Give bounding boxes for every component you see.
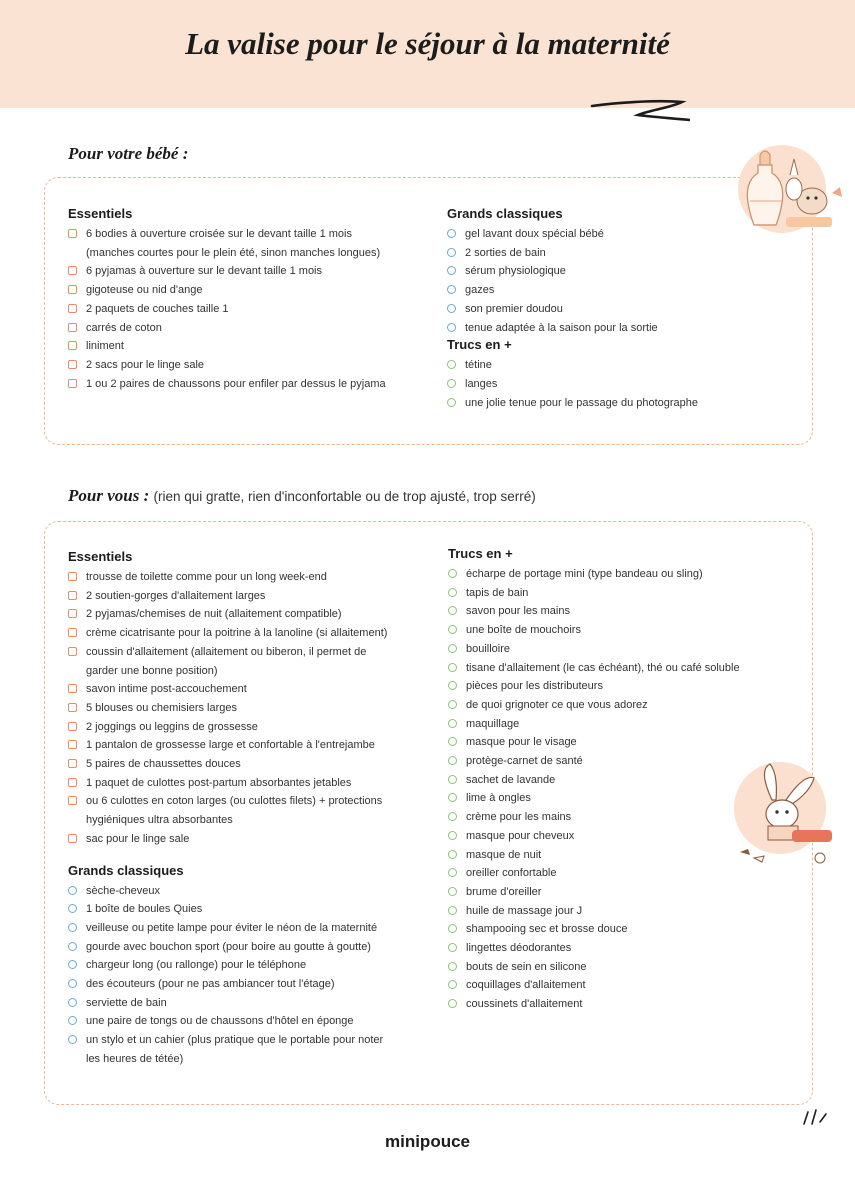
list-item[interactable]: crème cicatrisante pour la poitrine à la lanoline (si allaitement): [68, 624, 440, 643]
checkbox-icon[interactable]: [447, 398, 456, 407]
you-left-column: [68, 549, 440, 1069]
checkbox-icon[interactable]: [68, 998, 77, 1007]
list-item[interactable]: pièces pour les distributeurs: [448, 677, 748, 696]
checkbox-icon[interactable]: [448, 700, 457, 709]
list-item[interactable]: coussin d'allaitement (allaitement ou biberon, il permet de: [68, 643, 440, 662]
baby-essentiels-title: Essentiels: [68, 206, 133, 221]
checkbox-icon[interactable]: [448, 569, 457, 578]
list-item[interactable]: tenue adaptée à la saison pour la sortie: [447, 319, 747, 338]
list-item[interactable]: chargeur long (ou rallonge) pour le téléphone: [68, 956, 440, 975]
checkbox-icon[interactable]: [447, 379, 456, 388]
list-item[interactable]: écharpe de portage mini (type bandeau ou sling): [448, 565, 748, 584]
checkbox-icon[interactable]: [68, 684, 77, 693]
page-title: La valise pour le séjour à la maternité: [185, 26, 670, 61]
list-item[interactable]: 1 paquet de culottes post-partum absorbantes jetables: [68, 774, 440, 793]
list-item[interactable]: coussinets d'allaitement: [448, 995, 748, 1014]
list-item[interactable]: gazes: [447, 281, 747, 300]
checkbox-icon[interactable]: [447, 323, 456, 332]
checkbox-icon[interactable]: [447, 285, 456, 294]
checkbox-icon[interactable]: [448, 906, 457, 915]
checkbox-icon[interactable]: [448, 850, 457, 859]
checkbox-icon[interactable]: [448, 887, 457, 896]
list-item[interactable]: 2 soutien-gorges d'allaitement larges: [68, 587, 440, 606]
list-item[interactable]: maquillage: [448, 715, 748, 734]
list-item[interactable]: savon pour les mains: [448, 602, 748, 621]
list-item[interactable]: crème pour les mains: [448, 808, 748, 827]
checkbox-icon[interactable]: [68, 266, 77, 275]
list-item[interactable]: 1 ou 2 paires de chaussons pour enfiler par dessus le pyjama: [68, 375, 438, 394]
list-item[interactable]: langes: [447, 375, 747, 394]
list-item[interactable]: tétine: [447, 356, 747, 375]
checkbox-icon[interactable]: [448, 962, 457, 971]
you-trucs-title: Trucs en +: [448, 546, 513, 561]
section-you-note: (rien qui gratte, rien d'inconfortable ou de trop ajusté, trop serré): [153, 489, 536, 504]
list-item-continuation: hygiéniques ultra absorbantes: [86, 814, 233, 827]
list-item[interactable]: huile de massage jour J: [448, 902, 748, 921]
checkbox-icon[interactable]: [68, 740, 77, 749]
list-item[interactable]: coquillages d'allaitement: [448, 976, 748, 995]
checkbox-icon[interactable]: [68, 722, 77, 731]
checkbox-icon[interactable]: [448, 663, 457, 672]
list-item[interactable]: serviette de bain: [68, 994, 440, 1013]
checkbox-icon[interactable]: [448, 924, 457, 933]
checkbox-icon[interactable]: [68, 572, 77, 581]
list-item[interactable]: 2 sacs pour le linge sale: [68, 356, 438, 375]
checkbox-icon[interactable]: [448, 831, 457, 840]
list-item[interactable]: son premier doudou: [447, 300, 747, 319]
checkbox-icon[interactable]: [448, 999, 457, 1008]
checkbox-icon[interactable]: [68, 591, 77, 600]
list-item[interactable]: 1 boîte de boules Quies: [68, 900, 440, 919]
list-item[interactable]: 6 bodies à ouverture croisée sur le devant taille 1 mois: [68, 225, 438, 244]
checkbox-icon[interactable]: [448, 625, 457, 634]
list-item[interactable]: bouilloire: [448, 640, 748, 659]
list-item[interactable]: 5 blouses ou chemisiers larges: [68, 699, 440, 718]
baby-essentiels-column: [68, 206, 438, 393]
checkbox-icon[interactable]: [447, 248, 456, 257]
baby-trucs-title: Trucs en +: [447, 337, 512, 353]
brand-logo: minipouce: [384, 1132, 470, 1151]
list-item[interactable]: trousse de toilette comme pour un long week-end: [68, 568, 440, 587]
you-trucs-column: [448, 546, 748, 1014]
checkbox-icon[interactable]: [68, 647, 77, 656]
list-item[interactable]: ou 6 culottes en coton larges (ou culottes filets) + protections: [68, 792, 440, 811]
list-item[interactable]: lime à ongles: [448, 789, 748, 808]
list-item[interactable]: sèche-cheveux: [68, 882, 440, 901]
list-item[interactable]: gourde avec bouchon sport (pour boire au goutte à goutte): [68, 938, 440, 957]
list-item[interactable]: 1 pantalon de grossesse large et confortable à l'entrejambe: [68, 736, 440, 755]
list-item[interactable]: masque pour le visage: [448, 733, 748, 752]
checkbox-icon[interactable]: [447, 360, 456, 369]
list-item[interactable]: 2 pyjamas/chemises de nuit (allaitement compatible): [68, 605, 440, 624]
squiggle-icon: [590, 96, 690, 126]
list-item[interactable]: masque pour cheveux: [448, 827, 748, 846]
checkbox-icon[interactable]: [448, 756, 457, 765]
checkbox-icon[interactable]: [448, 812, 457, 821]
you-essentiels-title: Essentiels: [68, 549, 133, 564]
checkbox-icon[interactable]: [448, 775, 457, 784]
checkbox-icon[interactable]: [68, 834, 77, 843]
checkbox-icon[interactable]: [448, 606, 457, 615]
list-item[interactable]: des écouteurs (pour ne pas ambiancer tout l'étage): [68, 975, 440, 994]
checkbox-icon[interactable]: [68, 778, 77, 787]
list-item[interactable]: protège-carnet de santé: [448, 752, 748, 771]
checkbox-icon[interactable]: [68, 229, 77, 238]
checkbox-icon[interactable]: [448, 793, 457, 802]
baby-classiques-title: Grands classiques: [447, 206, 563, 221]
checkbox-icon[interactable]: [68, 759, 77, 768]
list-item[interactable]: 2 sorties de bain: [447, 244, 747, 263]
checkbox-icon[interactable]: [447, 304, 456, 313]
checkbox-icon[interactable]: [68, 1016, 77, 1025]
list-item[interactable]: sérum physiologique: [447, 262, 747, 281]
checkbox-icon[interactable]: [68, 942, 77, 951]
list-item[interactable]: une paire de tongs ou de chaussons d'hôtel en éponge: [68, 1012, 440, 1031]
checkbox-icon[interactable]: [68, 360, 77, 369]
checkbox-icon[interactable]: [68, 960, 77, 969]
checkbox-icon[interactable]: [448, 588, 457, 597]
list-item[interactable]: shampooing sec et brosse douce: [448, 920, 748, 939]
list-item[interactable]: 6 pyjamas à ouverture sur le devant taille 1 mois: [68, 262, 438, 281]
list-item[interactable]: tapis de bain: [448, 584, 748, 603]
checkbox-icon[interactable]: [448, 681, 457, 690]
checkbox-icon[interactable]: [68, 304, 77, 313]
list-item-continuation: (manches courtes pour le plein été, sinon manches longues): [86, 246, 381, 259]
checkbox-icon[interactable]: [68, 703, 77, 712]
section-baby-title: Pour votre bébé :: [68, 144, 189, 163]
checkbox-icon[interactable]: [68, 923, 77, 932]
section-you-title: Pour vous : (rien qui gratte, rien d'inconfortable ou de trop ajusté, trop serré): [68, 486, 536, 505]
checkbox-icon[interactable]: [68, 285, 77, 294]
list-item[interactable]: gel lavant doux spécial bébé: [447, 225, 747, 244]
list-item-continuation: les heures de tétée): [86, 1052, 184, 1065]
list-item[interactable]: oreiller confortable: [448, 864, 748, 883]
list-item[interactable]: brume d'oreiller: [448, 883, 748, 902]
checkbox-icon[interactable]: [68, 1035, 77, 1044]
list-item[interactable]: 2 paquets de couches taille 1: [68, 300, 438, 319]
checkbox-icon[interactable]: [68, 979, 77, 988]
checkbox-icon[interactable]: [68, 886, 77, 895]
list-item[interactable]: 5 paires de chaussettes douces: [68, 755, 440, 774]
you-classiques-title: Grands classiques: [68, 862, 184, 878]
checkbox-icon[interactable]: [447, 229, 456, 238]
checkbox-icon[interactable]: [68, 904, 77, 913]
list-item[interactable]: carrés de coton: [68, 319, 438, 338]
checkbox-icon[interactable]: [448, 644, 457, 653]
checkbox-icon[interactable]: [68, 379, 77, 388]
list-item[interactable]: lingettes déodorantes: [448, 939, 748, 958]
checkbox-icon[interactable]: [68, 628, 77, 637]
list-item[interactable]: de quoi grignoter ce que vous adorez: [448, 696, 748, 715]
checkbox-icon[interactable]: [68, 323, 77, 332]
checkbox-icon[interactable]: [448, 737, 457, 746]
checkbox-icon[interactable]: [68, 796, 77, 805]
list-item[interactable]: 2 joggings ou leggins de grossesse: [68, 718, 440, 737]
list-item[interactable]: savon intime post-accouchement: [68, 680, 440, 699]
checkbox-icon[interactable]: [68, 341, 77, 350]
list-item[interactable]: gigoteuse ou nid d'ange: [68, 281, 438, 300]
list-item[interactable]: une boîte de mouchoirs: [448, 621, 748, 640]
list-item[interactable]: sac pour le linge sale: [68, 830, 440, 849]
list-item[interactable]: sachet de lavande: [448, 771, 748, 790]
baby-right-column: [447, 206, 747, 412]
list-item-continuation: garder une bonne position): [86, 664, 218, 677]
list-item[interactable]: liniment: [68, 337, 438, 356]
checkbox-icon[interactable]: [68, 609, 77, 618]
list-item[interactable]: veilleuse ou petite lampe pour éviter le néon de la maternité: [68, 919, 440, 938]
list-item[interactable]: bouts de sein en silicone: [448, 958, 748, 977]
list-item[interactable]: masque de nuit: [448, 846, 748, 865]
list-item[interactable]: tisane d'allaitement (le cas échéant), thé ou café soluble: [448, 659, 748, 678]
list-item[interactable]: une jolie tenue pour le passage du photographe: [447, 394, 747, 413]
checkbox-icon[interactable]: [448, 980, 457, 989]
sparkle-icon: [800, 1104, 830, 1130]
checkbox-icon[interactable]: [447, 266, 456, 275]
list-item[interactable]: un stylo et un cahier (plus pratique que le portable pour noter: [68, 1031, 440, 1050]
checkbox-icon[interactable]: [448, 868, 457, 877]
checkbox-icon[interactable]: [448, 943, 457, 952]
checkbox-icon[interactable]: [448, 719, 457, 728]
